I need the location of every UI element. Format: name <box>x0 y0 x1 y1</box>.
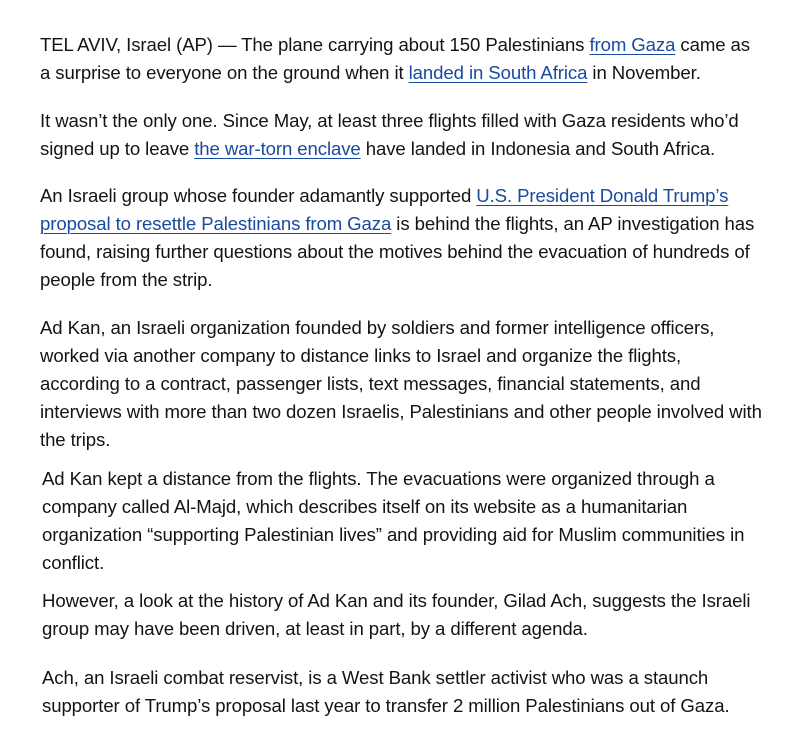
article-paragraph-6: However, a look at the history of Ad Kan and its founder, Gilad Ach, suggests the Israeli group may have been driven, at least in part, by a different agenda. <box>42 590 751 639</box>
p3-text-1: An Israeli group whose founder adamantly supported <box>40 185 477 206</box>
article-paragraph-4: Ad Kan, an Israeli organization founded by soldiers and former intelligence officers, worked via another company to distance links to Israel and organize the flights, according to a contract, passenger lists, text messages, financial statements, and interviews with more than two dozen Israelis, Palestinians and other people involved with the trips. <box>40 317 762 450</box>
article-paragraph-7: Ach, an Israeli combat reservist, is a West Bank settler activist who was a staunch supporter of Trump’s proposal last year to transfer 2 million Palestinians out of Gaza. <box>42 667 730 716</box>
article-paragraph-3 <box>40 182 765 294</box>
p1-text-3: in November. <box>587 62 701 83</box>
p1-text-2: came as a surprise to everyone on the ground when it <box>40 34 750 83</box>
link-trump-proposal[interactable]: U.S. President Donald Trump’s proposal to resettle Palestinians from Gaza <box>40 185 729 234</box>
p2-text-2: have landed in Indonesia and South Africa. <box>360 138 716 159</box>
link-landed-in-south-africa[interactable]: landed in South Africa <box>408 62 588 83</box>
article-paragraph-1 <box>40 31 765 87</box>
article-paragraph-2 <box>40 107 765 163</box>
p2-text-1: It wasn’t the only one. Since May, at least three flights filled with Gaza residents who’d signed up to leave <box>40 110 739 159</box>
p1-text-1: TEL AVIV, Israel (AP) — The plane carrying about 150 Palestinians <box>40 34 590 55</box>
article-paragraph-5: Ad Kan kept a distance from the flights. The evacuations were organized through a company called Al-Majd, which describes itself on its website as a humanitarian organization “supporting Palestinian lives” and providing aid for Muslim communities in conflict. <box>42 468 745 573</box>
link-from-gaza[interactable]: from Gaza <box>589 34 676 55</box>
link-war-torn-enclave[interactable]: the war-torn enclave <box>194 138 361 159</box>
p3-text-2: is behind the flights, an AP investigation has found, raising further questions about the motives behind the evacuation of hundreds of people from the strip. <box>40 213 755 290</box>
